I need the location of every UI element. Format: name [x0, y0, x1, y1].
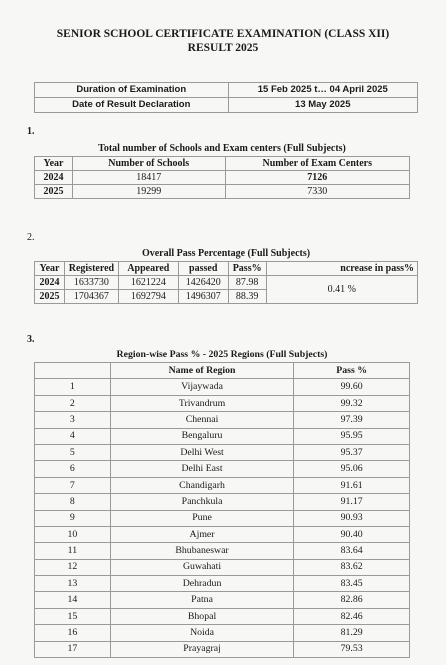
serial-cell: 4	[35, 428, 111, 444]
pass-percent-cell: 82.86	[294, 592, 410, 608]
column-header: Number of Exam Centers	[225, 157, 409, 171]
region-name-cell: Vijaywada	[110, 379, 294, 395]
pass-percent-cell: 95.06	[294, 461, 410, 477]
year-cell: 2025	[35, 185, 73, 199]
serial-cell: 8	[35, 494, 111, 510]
pass-percent-cell: 88.39	[228, 290, 266, 304]
table-header-row	[35, 157, 410, 171]
passed-cell: 1496307	[178, 290, 228, 304]
serial-cell: 17	[35, 641, 111, 657]
serial-cell: 7	[35, 477, 111, 493]
pass-percent-cell: 91.17	[294, 494, 410, 510]
region-name-cell: Bhopal	[110, 608, 294, 624]
table-header-row	[35, 363, 410, 379]
pass-percent-cell: 82.46	[294, 608, 410, 624]
appeared-cell: 1692794	[118, 290, 178, 304]
pass-percent-cell: 83.64	[294, 543, 410, 559]
serial-cell: 14	[35, 592, 111, 608]
serial-cell: 5	[35, 444, 111, 460]
schools-cell: 19299	[72, 185, 225, 199]
region-name-cell: Panchkula	[110, 494, 294, 510]
schedule-table	[34, 82, 418, 113]
schedule-value: 15 Feb 2025 t… 04 April 2025	[228, 83, 417, 98]
table-row	[35, 428, 410, 444]
title-line-1: SENIOR SCHOOL CERTIFICATE EXAMINATION (CLASS XII)	[56, 28, 390, 40]
pass-percent-cell: 95.37	[294, 444, 410, 460]
table-row	[35, 83, 418, 98]
section-number: 3.	[27, 334, 35, 345]
pass-percent-cell: 90.93	[294, 510, 410, 526]
region-name-cell: Prayagraj	[110, 641, 294, 657]
table-row	[35, 185, 410, 199]
table-row	[35, 510, 410, 526]
region-name-cell: Guwahati	[110, 559, 294, 575]
table-row	[35, 526, 410, 542]
appeared-cell: 1621224	[118, 276, 178, 290]
column-header: Year	[35, 262, 65, 276]
pass-percent-cell: 87.98	[228, 276, 266, 290]
serial-cell: 9	[35, 510, 111, 526]
serial-cell: 1	[35, 379, 111, 395]
table-row	[35, 625, 410, 641]
column-header: Registered	[64, 262, 118, 276]
table-row	[35, 171, 410, 185]
table-row	[35, 379, 410, 395]
column-header: Year	[35, 157, 73, 171]
region-name-cell: Bengaluru	[110, 428, 294, 444]
increase-cell: 0.41 %	[266, 276, 417, 304]
pass-percent-cell: 99.32	[294, 395, 410, 411]
region-name-cell: Patna	[110, 592, 294, 608]
serial-cell: 12	[35, 559, 111, 575]
pass-percent-cell: 83.62	[294, 559, 410, 575]
column-header: ncrease in pass%	[266, 262, 417, 276]
table-row	[35, 576, 410, 592]
table-row	[35, 608, 410, 624]
centers-cell: 7330	[225, 185, 409, 199]
column-header: Number of Schools	[72, 157, 225, 171]
table-row	[35, 412, 410, 428]
registered-cell: 1633730	[64, 276, 118, 290]
centers-cell: 7126	[225, 171, 409, 185]
serial-cell: 11	[35, 543, 111, 559]
schools-table	[34, 141, 410, 199]
table-row	[35, 477, 410, 493]
pass-percent-cell: 99.60	[294, 379, 410, 395]
schools-cell: 18417	[72, 171, 225, 185]
column-header: passed	[178, 262, 228, 276]
region-name-cell: Pune	[110, 510, 294, 526]
column-header: Pass%	[228, 262, 266, 276]
pass-percent-cell: 97.39	[294, 412, 410, 428]
section-number: 2.	[27, 232, 35, 243]
region-name-cell: Chennai	[110, 412, 294, 428]
serial-cell: 3	[35, 412, 111, 428]
table-caption: Total number of Schools and Exam centers (Full Subjects)	[98, 142, 346, 154]
region-name-cell: Delhi West	[110, 444, 294, 460]
table-caption: Region-wise Pass % - 2025 Regions (Full Subjects)	[116, 348, 328, 360]
pass-percent-cell: 81.29	[294, 625, 410, 641]
region-name-cell: Delhi East	[110, 461, 294, 477]
pass-percent-cell: 95.95	[294, 428, 410, 444]
schedule-label: Date of Result Declaration	[35, 98, 229, 113]
year-cell: 2025	[35, 290, 65, 304]
pass-percent-cell: 90.40	[294, 526, 410, 542]
document-title	[20, 27, 426, 55]
schedule-label: Duration of Examination	[35, 83, 229, 98]
year-cell: 2024	[35, 276, 65, 290]
table-caption: Overall Pass Percentage (Full Subjects)	[141, 247, 311, 259]
registered-cell: 1704367	[64, 290, 118, 304]
table-header-row	[35, 262, 418, 276]
pass-percent-cell: 83.45	[294, 576, 410, 592]
serial-cell: 6	[35, 461, 111, 477]
table-row	[35, 559, 410, 575]
table-row	[35, 543, 410, 559]
region-name-cell: Chandigarh	[110, 477, 294, 493]
column-header	[35, 363, 111, 379]
region-name-cell: Trivandrum	[110, 395, 294, 411]
region-table	[34, 347, 410, 658]
table-row	[35, 641, 410, 657]
pass-percentage-table	[34, 246, 418, 304]
passed-cell: 1426420	[178, 276, 228, 290]
pass-percent-cell: 79.53	[294, 641, 410, 657]
pass-percent-cell: 91.61	[294, 477, 410, 493]
table-row	[35, 276, 418, 290]
section-number: 1.	[27, 126, 35, 137]
region-name-cell: Ajmer	[110, 526, 294, 542]
serial-cell: 10	[35, 526, 111, 542]
region-name-cell: Dehradun	[110, 576, 294, 592]
region-name-cell: Noida	[110, 625, 294, 641]
column-header: Pass %	[294, 363, 410, 379]
column-header: Name of Region	[110, 363, 294, 379]
schedule-value: 13 May 2025	[228, 98, 417, 113]
table-row	[35, 98, 418, 113]
table-row	[35, 461, 410, 477]
serial-cell: 13	[35, 576, 111, 592]
table-row	[35, 444, 410, 460]
serial-cell: 15	[35, 608, 111, 624]
region-name-cell: Bhubaneswar	[110, 543, 294, 559]
column-header: Appeared	[118, 262, 178, 276]
year-cell: 2024	[35, 171, 73, 185]
table-row	[35, 494, 410, 510]
serial-cell: 16	[35, 625, 111, 641]
title-line-2: RESULT 2025	[187, 42, 259, 54]
table-row	[35, 395, 410, 411]
table-row	[35, 592, 410, 608]
serial-cell: 2	[35, 395, 111, 411]
